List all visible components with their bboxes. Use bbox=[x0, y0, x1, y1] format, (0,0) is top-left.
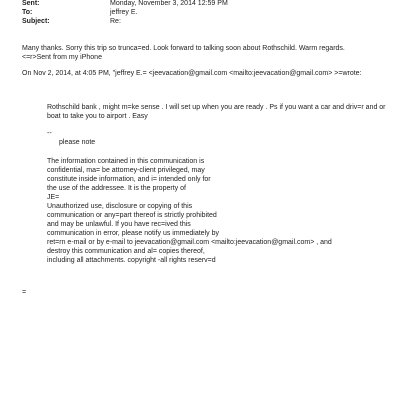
disclaimer-line: JE= bbox=[47, 194, 60, 201]
signature-note bbox=[59, 138, 95, 147]
disclaimer-line: constitute inside information, and i= intended only for bbox=[47, 176, 211, 183]
disclaimer-line: communication or any=part thereof is strictly prohibited bbox=[47, 212, 217, 219]
subject-value: Re: bbox=[110, 18, 121, 25]
disclaimer-line: Unauthorized use, disclosure or copying of this bbox=[47, 203, 193, 210]
disclaimer-line: confidential, ma= be attorney-client privileged, may bbox=[47, 167, 205, 174]
quote-header bbox=[22, 69, 362, 78]
disclaimer-line: the use of the addressee. It is the property of bbox=[47, 185, 186, 192]
subject-label: Subject: bbox=[22, 18, 50, 25]
please-note-text: please note bbox=[59, 139, 96, 146]
signature-dashes bbox=[47, 129, 52, 138]
to-label: To: bbox=[22, 9, 33, 16]
disclaimer-line: destroy this communication and al= copies thereof, bbox=[47, 248, 205, 255]
quoted-message bbox=[47, 103, 386, 121]
disclaimer-line: The information contained in this communication is bbox=[47, 158, 205, 165]
sent-label: Sent: bbox=[22, 0, 40, 7]
quoted-line-2: boat to take you to airport . Easy bbox=[47, 113, 148, 120]
disclaimer-line: including all attachments. copyright -all rights reserv=d bbox=[47, 257, 216, 264]
reply-line-2: <=r>Sent from my iPhone bbox=[22, 54, 102, 61]
footer-mark-text: = bbox=[22, 289, 27, 296]
reply-body bbox=[22, 44, 345, 62]
sent-value: Monday, November 3, 2014 12:59 PM bbox=[110, 0, 228, 7]
footer-mark bbox=[22, 288, 26, 297]
dashes-text: -- bbox=[47, 130, 52, 137]
quoted-line-1: Rothschild bank , might m=ke sense . I will set up when you are ready . Ps if you want a car and driv=r and or bbox=[47, 104, 386, 111]
quote-header-text: On Nov 2, 2014, at 4:05 PM, "jeffrey E.= <jeevacation@gmail.com <mailto:jeevacation@gmail.com> >=wrote: bbox=[22, 70, 362, 77]
disclaimer-line: and may be unlawful. If you have rec=ived this bbox=[47, 221, 191, 228]
reply-line-1: Many thanks. Sorry this trip so trunca=ed. Look forward to talking soon about Rothschild. Warm regards. bbox=[22, 45, 345, 52]
disclaimer-line: communication in error, please notify us immediately by bbox=[47, 230, 219, 237]
to-value: jeffrey E. bbox=[110, 9, 138, 16]
disclaimer bbox=[47, 157, 332, 265]
disclaimer-line: ret=rn e-mail or by e-mail to jeevacation@gmail.com <mailto:jeevacation@gmail.com> , and bbox=[47, 239, 332, 246]
